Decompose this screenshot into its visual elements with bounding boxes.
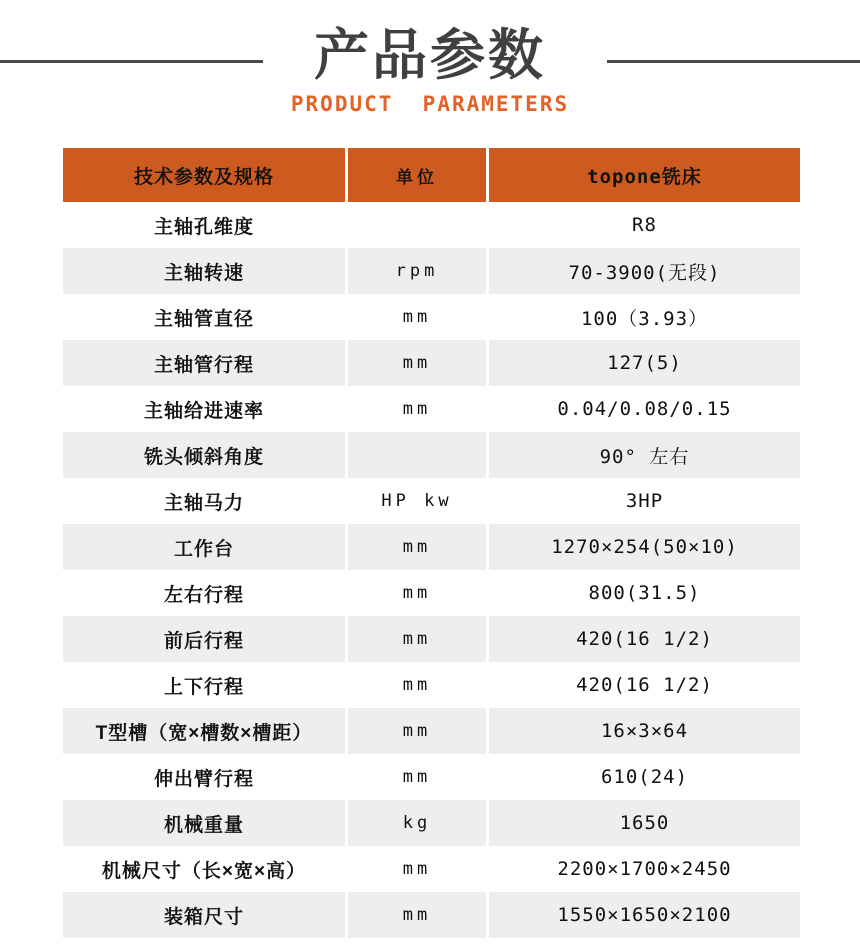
value-cell: 420(16 1/2) [576,674,713,696]
param-name-cell: 装箱尺寸 [63,892,345,938]
table-row [63,340,800,386]
value-cell: 70-3900(无段) [489,248,800,294]
page-subtitle: PRODUCT PARAMETERS [290,92,570,116]
table-row [63,386,800,432]
param-name-cell: 前后行程 [63,616,345,662]
table-row [63,616,800,662]
unit-cell: mm [348,340,486,386]
param-name-cell: 机械尺寸（长×宽×高） [101,860,307,882]
table-row [63,708,800,754]
value-cell: 1650 [489,800,800,846]
value-cell: 1550×1650×2100 [489,892,800,938]
value-cell: R8 [632,214,657,236]
param-name-cell: 主轴给进速率 [143,400,264,422]
param-name-cell: 伸出臂行程 [153,768,254,790]
column-header-spec: 技术参数及规格 [63,148,345,202]
table-row [63,202,800,248]
unit-cell: mm [402,307,432,327]
param-name-cell: 主轴管直径 [153,308,254,330]
param-name-cell: 工作台 [63,524,345,570]
value-cell: 800(31.5) [588,582,701,604]
unit-cell: mm [402,859,432,879]
table-row [63,524,800,570]
table-body [63,202,800,938]
unit-cell: kg [348,800,486,846]
value-cell: 0.04/0.08/0.15 [557,398,732,420]
unit-cell: mm [348,616,486,662]
param-name-cell: 上下行程 [163,676,244,698]
table-row [63,662,800,708]
value-cell: 100（3.93） [580,307,709,330]
value-cell: 3HP [625,490,664,512]
unit-cell: mm [402,399,432,419]
unit-cell [348,202,486,248]
param-name-cell: 机械重量 [63,800,345,846]
parameters-table [63,148,800,938]
table-row [63,478,800,524]
unit-cell: mm [348,892,486,938]
page-title: 产品参数 [313,24,546,86]
unit-cell: HP kw [381,491,453,511]
param-name-cell: 主轴马力 [163,492,244,514]
unit-cell: rpm [348,248,486,294]
param-name-cell: 左右行程 [163,584,244,606]
table-row [63,800,800,846]
table-row [63,432,800,478]
table-row [63,892,800,938]
param-name-cell: 铣头倾斜角度 [63,432,345,478]
table-row [63,570,800,616]
table-row [63,754,800,800]
unit-cell [348,432,486,478]
value-cell: 610(24) [600,766,689,788]
unit-cell: mm [348,708,486,754]
value-cell: 16×3×64 [489,708,800,754]
unit-cell: mm [348,524,486,570]
value-cell: 127(5) [489,340,800,386]
column-header-model: topone铣床 [489,148,800,202]
param-name-cell: T型槽（宽×槽数×槽距） [63,708,345,754]
table-row [63,846,800,892]
param-name-cell: 主轴转速 [63,248,345,294]
unit-cell: mm [402,583,432,603]
value-cell: 1270×254(50×10) [489,524,800,570]
value-cell: 90° 左右 [489,432,800,478]
value-cell: 420(16 1/2) [489,616,800,662]
table-row [63,294,800,340]
table-header-row [63,148,800,202]
param-name-cell: 主轴孔维度 [153,216,254,238]
unit-cell: mm [402,675,432,695]
unit-cell: mm [402,767,432,787]
column-header-unit: 单位 [348,148,486,202]
param-name-cell: 主轴管行程 [63,340,345,386]
value-cell: 2200×1700×2450 [557,858,732,880]
table-row [63,248,800,294]
